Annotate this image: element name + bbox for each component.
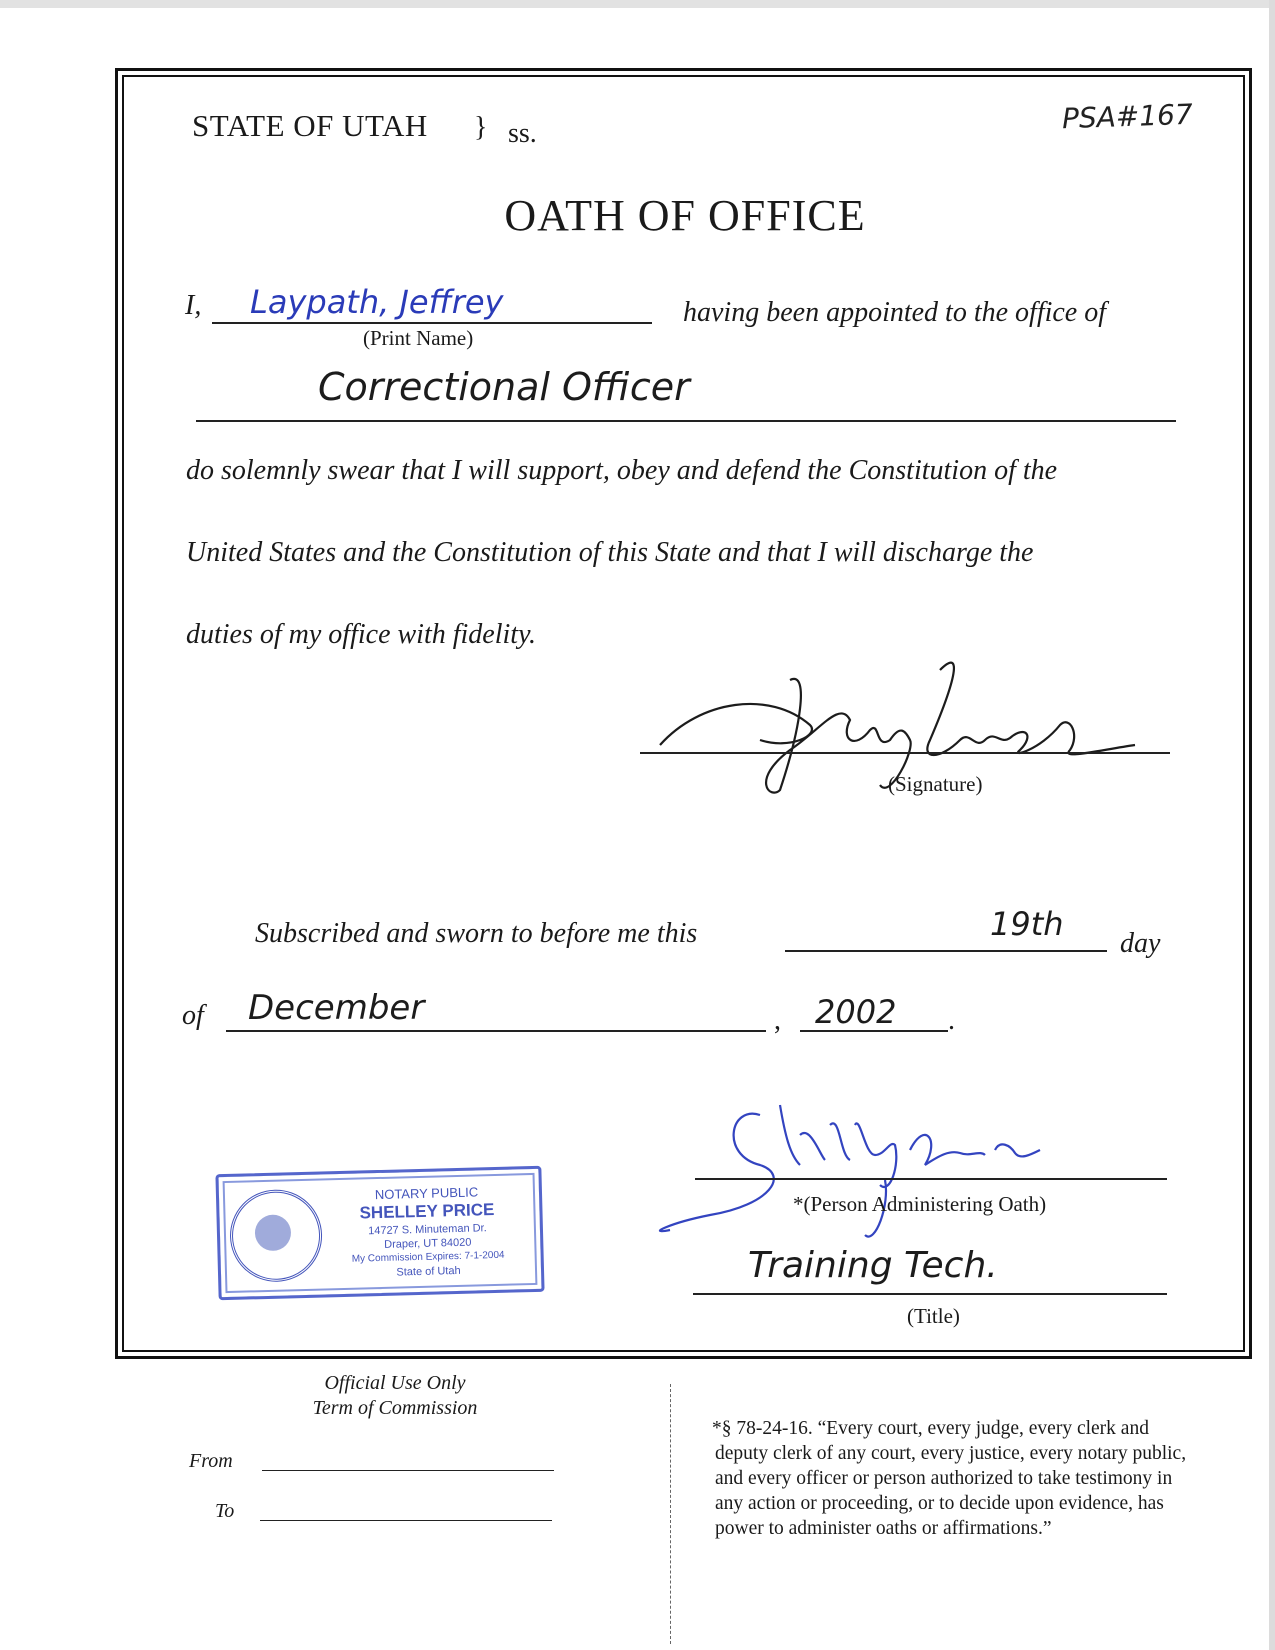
stamp-line-1: NOTARY PUBLIC [374,1184,479,1203]
oath-line-3: duties of my office with fidelity. [186,619,536,650]
state-seal-icon [229,1189,323,1283]
stamp-line-2: SHELLEY PRICE [359,1200,495,1223]
day-value: 19th [990,905,1064,943]
print-name-line [212,322,652,324]
office-line [196,420,1176,422]
signature-line [640,752,1170,754]
term-of-commission-label: Term of Commission [312,1397,478,1419]
print-name-caption: (Print Name) [363,326,474,350]
scan-edge-top [0,0,1275,8]
title-line [693,1293,1167,1295]
statute-line-1: *§ 78-24-16. “Every court, every judge, every clerk and [712,1418,1149,1439]
document-title: OATH OF OFFICE [504,191,866,240]
statute-line-2: deputy clerk of any court, every justice, every notary public, [715,1443,1187,1464]
year-value: 2002 [815,993,897,1031]
from-label: From [189,1450,233,1472]
print-name-value: Laypath, Jeffrey [250,283,504,321]
administrator-title-value: Training Tech. [748,1245,998,1286]
administrator-caption: *(Person Administering Oath) [793,1192,1047,1216]
footer-divider [670,1384,671,1644]
day-label: day [1120,928,1161,959]
year-period: . [948,1005,955,1036]
appointed-text: having been appointed to the office of [683,297,1107,328]
oath-line-1: do solemnly swear that I will support, obey and defend the Constitution of the [186,455,1058,486]
month-line [226,1030,766,1032]
signature-caption: (Signature) [888,772,983,796]
official-use-label: Official Use Only [324,1372,466,1394]
stamp-line-4: Draper, UT 84020 [384,1236,472,1251]
stamp-line-3: 14727 S. Minuteman Dr. [367,1222,487,1238]
administrator-line [695,1178,1167,1180]
subscribed-text: Subscribed and sworn to before me this [255,918,698,949]
to-line [260,1520,552,1521]
office-value: Correctional Officer [318,365,690,409]
to-label: To [215,1500,235,1522]
stamp-line-6: State of Utah [396,1264,461,1279]
stamp-line-5: My Commission Expires: 7-1-2004 [351,1249,505,1265]
notary-stamp [215,1166,544,1300]
state-brace: } [474,112,488,143]
statute-line-5: power to administer oaths or affirmations.” [715,1518,1052,1539]
i-label: I, [185,290,202,321]
statute-line-3: and every officer or person authorized to take testimony in [715,1468,1173,1489]
month-comma: , [774,1005,781,1036]
day-line [785,950,1107,952]
state-heading: STATE OF UTAH [192,108,428,143]
ss-label: ss. [508,118,537,149]
month-value: December [248,988,425,1028]
administrator-signature [650,1095,1070,1245]
reference-number-handwritten: PSA#167 [1061,97,1194,136]
statute-line-4: any action or proceeding, or to decide upon evidence, has [715,1493,1164,1514]
title-caption: (Title) [907,1304,960,1328]
of-label: of [182,1000,204,1031]
scan-edge-right [1269,0,1275,1650]
oath-line-2: United States and the Constitution of this State and that I will discharge the [186,537,1034,568]
from-line [262,1470,554,1471]
